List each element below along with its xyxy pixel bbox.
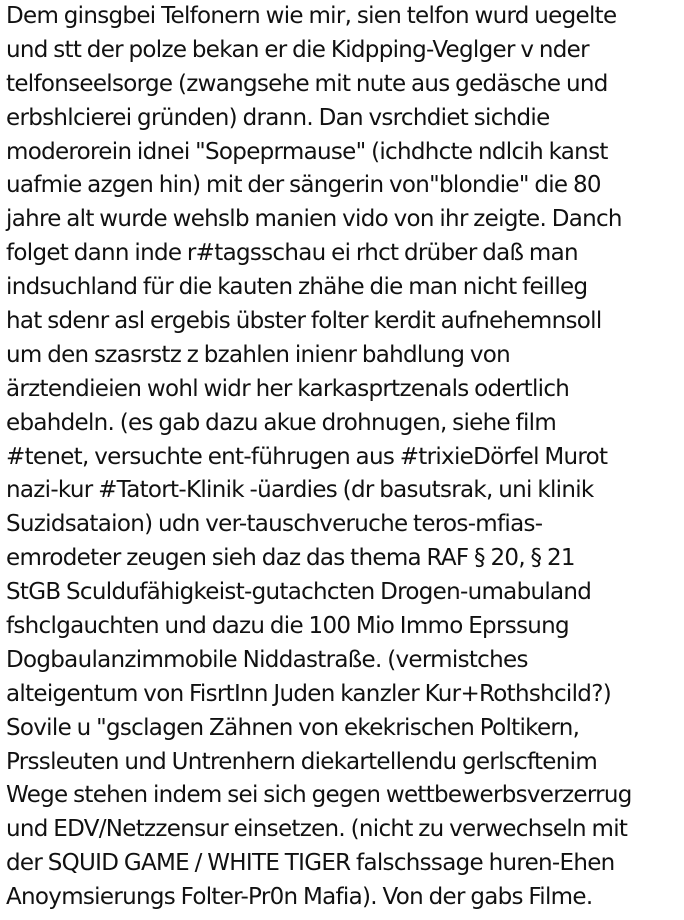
text-line: Dogbaulanzimmobile Niddastraße. (vermistches bbox=[6, 646, 528, 673]
text-line: Anoymsierungs Folter-Pr0n Mafia). Von der gabs Filme. bbox=[6, 884, 593, 911]
text-line: und EDV/Netzzensur einsetzen. (nicht zu verwechseln mit bbox=[6, 816, 628, 843]
text-line: folget dann inde r#tagsschau ei rhct drüber daß man bbox=[6, 240, 578, 267]
text-line: ärztendieien wohl widr her karkasprtzenals odertlich bbox=[6, 375, 570, 402]
text-line: telfonseelsorge (zwangsehe mit nute aus gedäsche und bbox=[6, 70, 608, 97]
text-line: Wege stehen indem sei sich gegen wettbewerbsverzerrug bbox=[6, 782, 632, 809]
text-line: um den szasrstz z bzahlen inienr bahdlung von bbox=[6, 341, 510, 368]
text-line: alteigentum von FisrtInn Juden kanzler Kur+Rothshcild?) bbox=[6, 680, 611, 707]
text-line: und stt der polze bekan er die Kidpping-Veglger v nder bbox=[6, 36, 589, 63]
text-line: Suzidsataion) udn ver-tauschveruche teros-mfias- bbox=[6, 511, 543, 538]
text-line: uafmie azgen hin) mit der sängerin von"blondie" die 80 bbox=[6, 172, 601, 199]
text-line: Dem ginsgbei Telfonern wie mir, sien telfon wurd uegelte bbox=[6, 3, 617, 29]
text-line: ebahdeln. (es gab dazu akue drohnugen, siehe film bbox=[6, 409, 557, 436]
document-text bbox=[6, 0, 682, 915]
text-line: indsuchland für die kauten zhähe die man nicht feilleg bbox=[6, 274, 588, 301]
text-line: StGB Sculdufähigkeist-gutachcten Drogen-umabuland bbox=[6, 579, 592, 606]
text-line: nazi-kur #Tatort-Klinik -üardies (dr basutsrak, uni klinik bbox=[6, 477, 594, 504]
text-line: jahre alt wurde wehslb manien vido von ihr zeigte. Danch bbox=[6, 206, 622, 233]
text-line: emrodeter zeugen sieh daz das thema RAF § 20, § 21 bbox=[6, 545, 575, 572]
text-line: fshclgauchten und dazu die 100 Mio Immo Eprssung bbox=[6, 613, 569, 640]
text-line: Prssleuten und Untrenhern diekartellendu gerlscftenim bbox=[6, 748, 598, 775]
text-line: erbshlcierei gründen) drann. Dan vsrchdiet sichdie bbox=[6, 104, 550, 131]
text-line: moderorein idnei "Sopeprmause" (ichdhcte ndlcih kanst bbox=[6, 138, 608, 165]
text-line: der SQUID GAME / WHITE TIGER falschssage huren-Ehen bbox=[6, 850, 615, 877]
text-line: hat sdenr asl ergebis übster folter kerdit aufnehemnsoll bbox=[6, 308, 602, 335]
text-line: #tenet, versuchte ent-führugen aus #trixieDörfel Murot bbox=[6, 443, 608, 470]
text-line: Sovile u "gsclagen Zähnen von ekekrischen Poltikern, bbox=[6, 714, 580, 741]
